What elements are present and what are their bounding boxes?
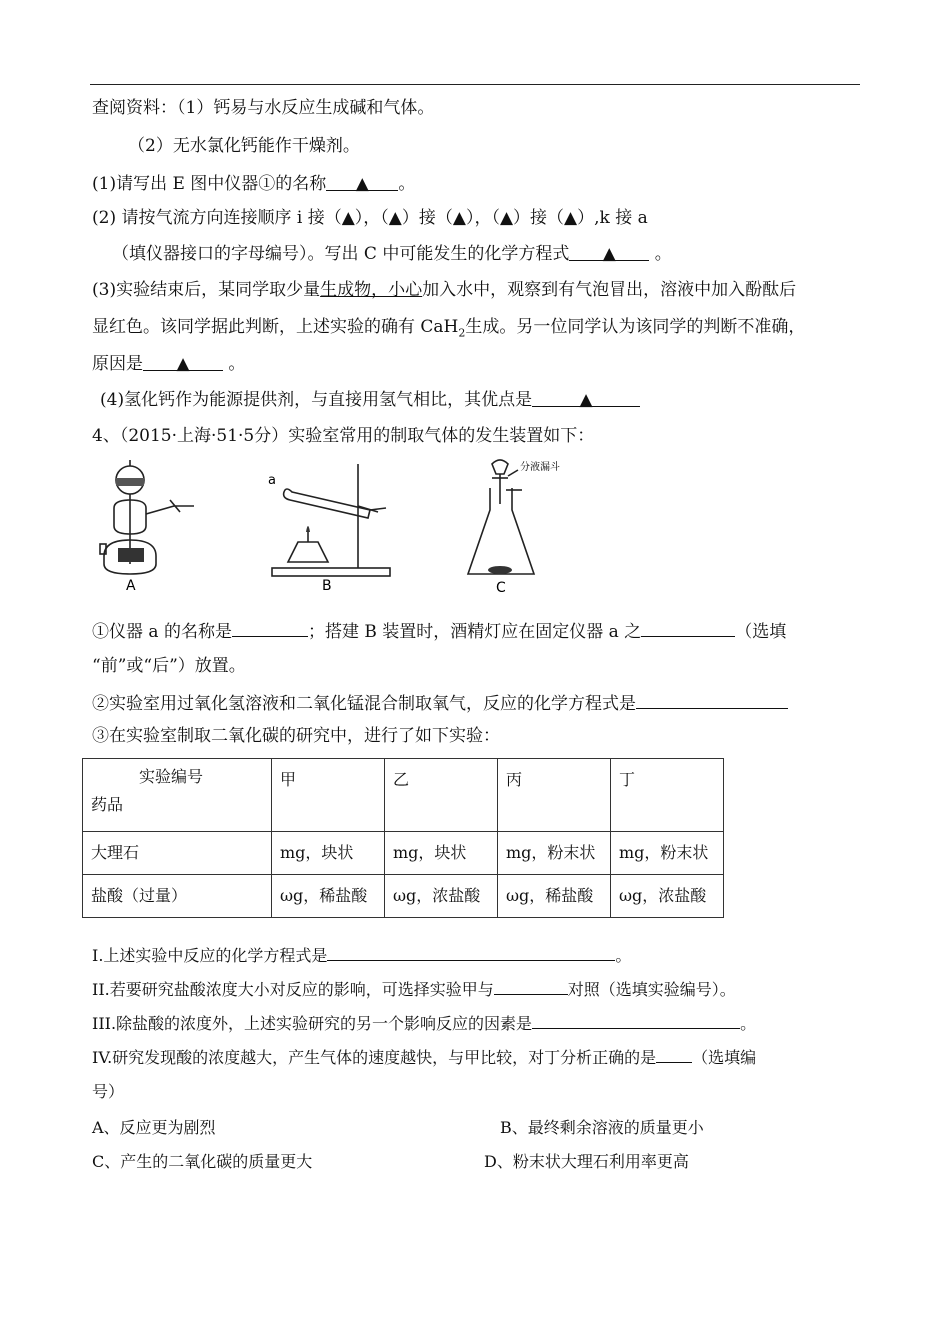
sub-question-iv-cont: 号）: [92, 1082, 125, 1101]
question-3-line-2: 显红色。该同学据此判断，上述实验的确有 CaH$_2$生成。另一位同学认为该同学的判断不准确，: [92, 317, 806, 340]
table-header-cell: 甲: [272, 759, 385, 832]
option-b[interactable]: B、最终剩余溶液的质量更小: [500, 1118, 704, 1137]
table-cell: mg，粉末状: [611, 832, 724, 875]
option-a[interactable]: A、反应更为剧烈: [92, 1118, 216, 1137]
answer-blank[interactable]: [636, 690, 788, 709]
table-header-cell: 乙: [385, 759, 498, 832]
answer-blank[interactable]: [656, 1044, 692, 1063]
answer-blank[interactable]: [494, 976, 568, 995]
sub-question-ii: II.若要研究盐酸浓度大小对反应的影响，可选择实验甲与 对照（选填实验编号）。: [92, 976, 736, 1002]
sub-question-i: I.上述实验中反应的化学方程式是 。: [92, 942, 631, 968]
option-d[interactable]: D、粉末状大理石利用率更高: [484, 1152, 689, 1171]
table-cell: mg，粉末状: [498, 832, 611, 875]
apparatus-b-label: B: [322, 578, 332, 593]
apparatus-c-label: C: [496, 580, 506, 594]
answer-blank[interactable]: [327, 942, 615, 961]
answer-blank[interactable]: ▲: [143, 352, 223, 371]
answer-blank[interactable]: ▲: [532, 388, 640, 407]
part-1-line-1: ①仪器 a 的名称是 ；搭建 B 装置时，酒精灯应在固定仪器 a 之 （选填: [92, 618, 786, 644]
table-row-label: 盐酸（过量）: [83, 875, 272, 918]
apparatus-a-label: A: [126, 578, 136, 594]
table-cell: ωg，浓盐酸: [385, 875, 498, 918]
answer-blank[interactable]: [641, 618, 735, 637]
problem-4-title: 4、（2015·上海·51·5分）实验室常用的制取气体的发生装置如下：: [92, 426, 595, 446]
question-4: (4)氢化钙作为能源提供剂，与直接用氢气相比，其优点是 ▲: [100, 388, 640, 412]
answer-blank[interactable]: ▲: [569, 242, 649, 261]
info-line-2: （2）无水氯化钙能作干燥剂。: [128, 136, 360, 156]
apparatus-c-flask: [462, 454, 592, 594]
apparatus-b-tube-label: a: [268, 473, 276, 488]
answer-blank[interactable]: [232, 618, 308, 637]
table-row: [83, 832, 724, 875]
table-cell: ωg，稀盐酸: [498, 875, 611, 918]
part-2: ②实验室用过氧化氢溶液和二氧化锰混合制取氧气，反应的化学方程式是: [92, 690, 788, 716]
question-2-line-1: (2) 请按气流方向连接顺序 i 接（▲），（▲）接（▲），（▲）接（▲）,k 接 a: [92, 208, 648, 228]
table-cell: mg，块状: [385, 832, 498, 875]
question-3-line-1: (3)实验结束后，某同学取少量生成物，小心加入水中，观察到有气泡冒出，溶液中加入酚酞后: [92, 280, 797, 300]
experiment-table: [82, 758, 724, 918]
apparatus-b-heating: [266, 458, 396, 593]
header-rule: [90, 84, 860, 85]
part-1-line-2: “前”或“后”）放置。: [92, 656, 246, 676]
sub-question-iii: III.除盐酸的浓度外，上述实验研究的另一个影响反应的因素是 。: [92, 1010, 756, 1036]
table-row-label: 大理石: [83, 832, 272, 875]
table-row: [83, 759, 724, 832]
answer-blank[interactable]: ▲: [326, 172, 398, 191]
table-corner-cell: 实验编号 药品: [83, 759, 272, 832]
answer-blank[interactable]: [532, 1010, 740, 1029]
table-header-cell: 丙: [498, 759, 611, 832]
apparatus-c-funnel-label: 分液漏斗: [520, 462, 560, 473]
question-1: (1)请写出 E 图中仪器①的名称 ▲ 。: [92, 174, 416, 194]
table-row: [83, 875, 724, 918]
option-c[interactable]: C、产生的二氧化碳的质量更大: [92, 1152, 313, 1171]
info-line-1: 查阅资料：（1）钙易与水反应生成碱和气体。: [92, 98, 435, 118]
table-cell: ωg，浓盐酸: [611, 875, 724, 918]
table-cell: mg，块状: [272, 832, 385, 875]
part-3: ③在实验室制取二氧化碳的研究中，进行了如下实验：: [92, 726, 500, 746]
question-3-line-3: 原因是 ▲ 。: [92, 354, 246, 374]
apparatus-a-kipp: [94, 456, 204, 596]
table-cell: ωg，稀盐酸: [272, 875, 385, 918]
sub-question-iv: IV.研究发现酸的浓度越大，产生气体的速度越快，与甲比较，对丁分析正确的是 （选填编: [92, 1044, 756, 1070]
table-header-cell: 丁: [611, 759, 724, 832]
question-2-line-2: （填仪器接口的字母编号）。写出 C 中可能发生的化学方程式 ▲ 。: [112, 244, 672, 264]
